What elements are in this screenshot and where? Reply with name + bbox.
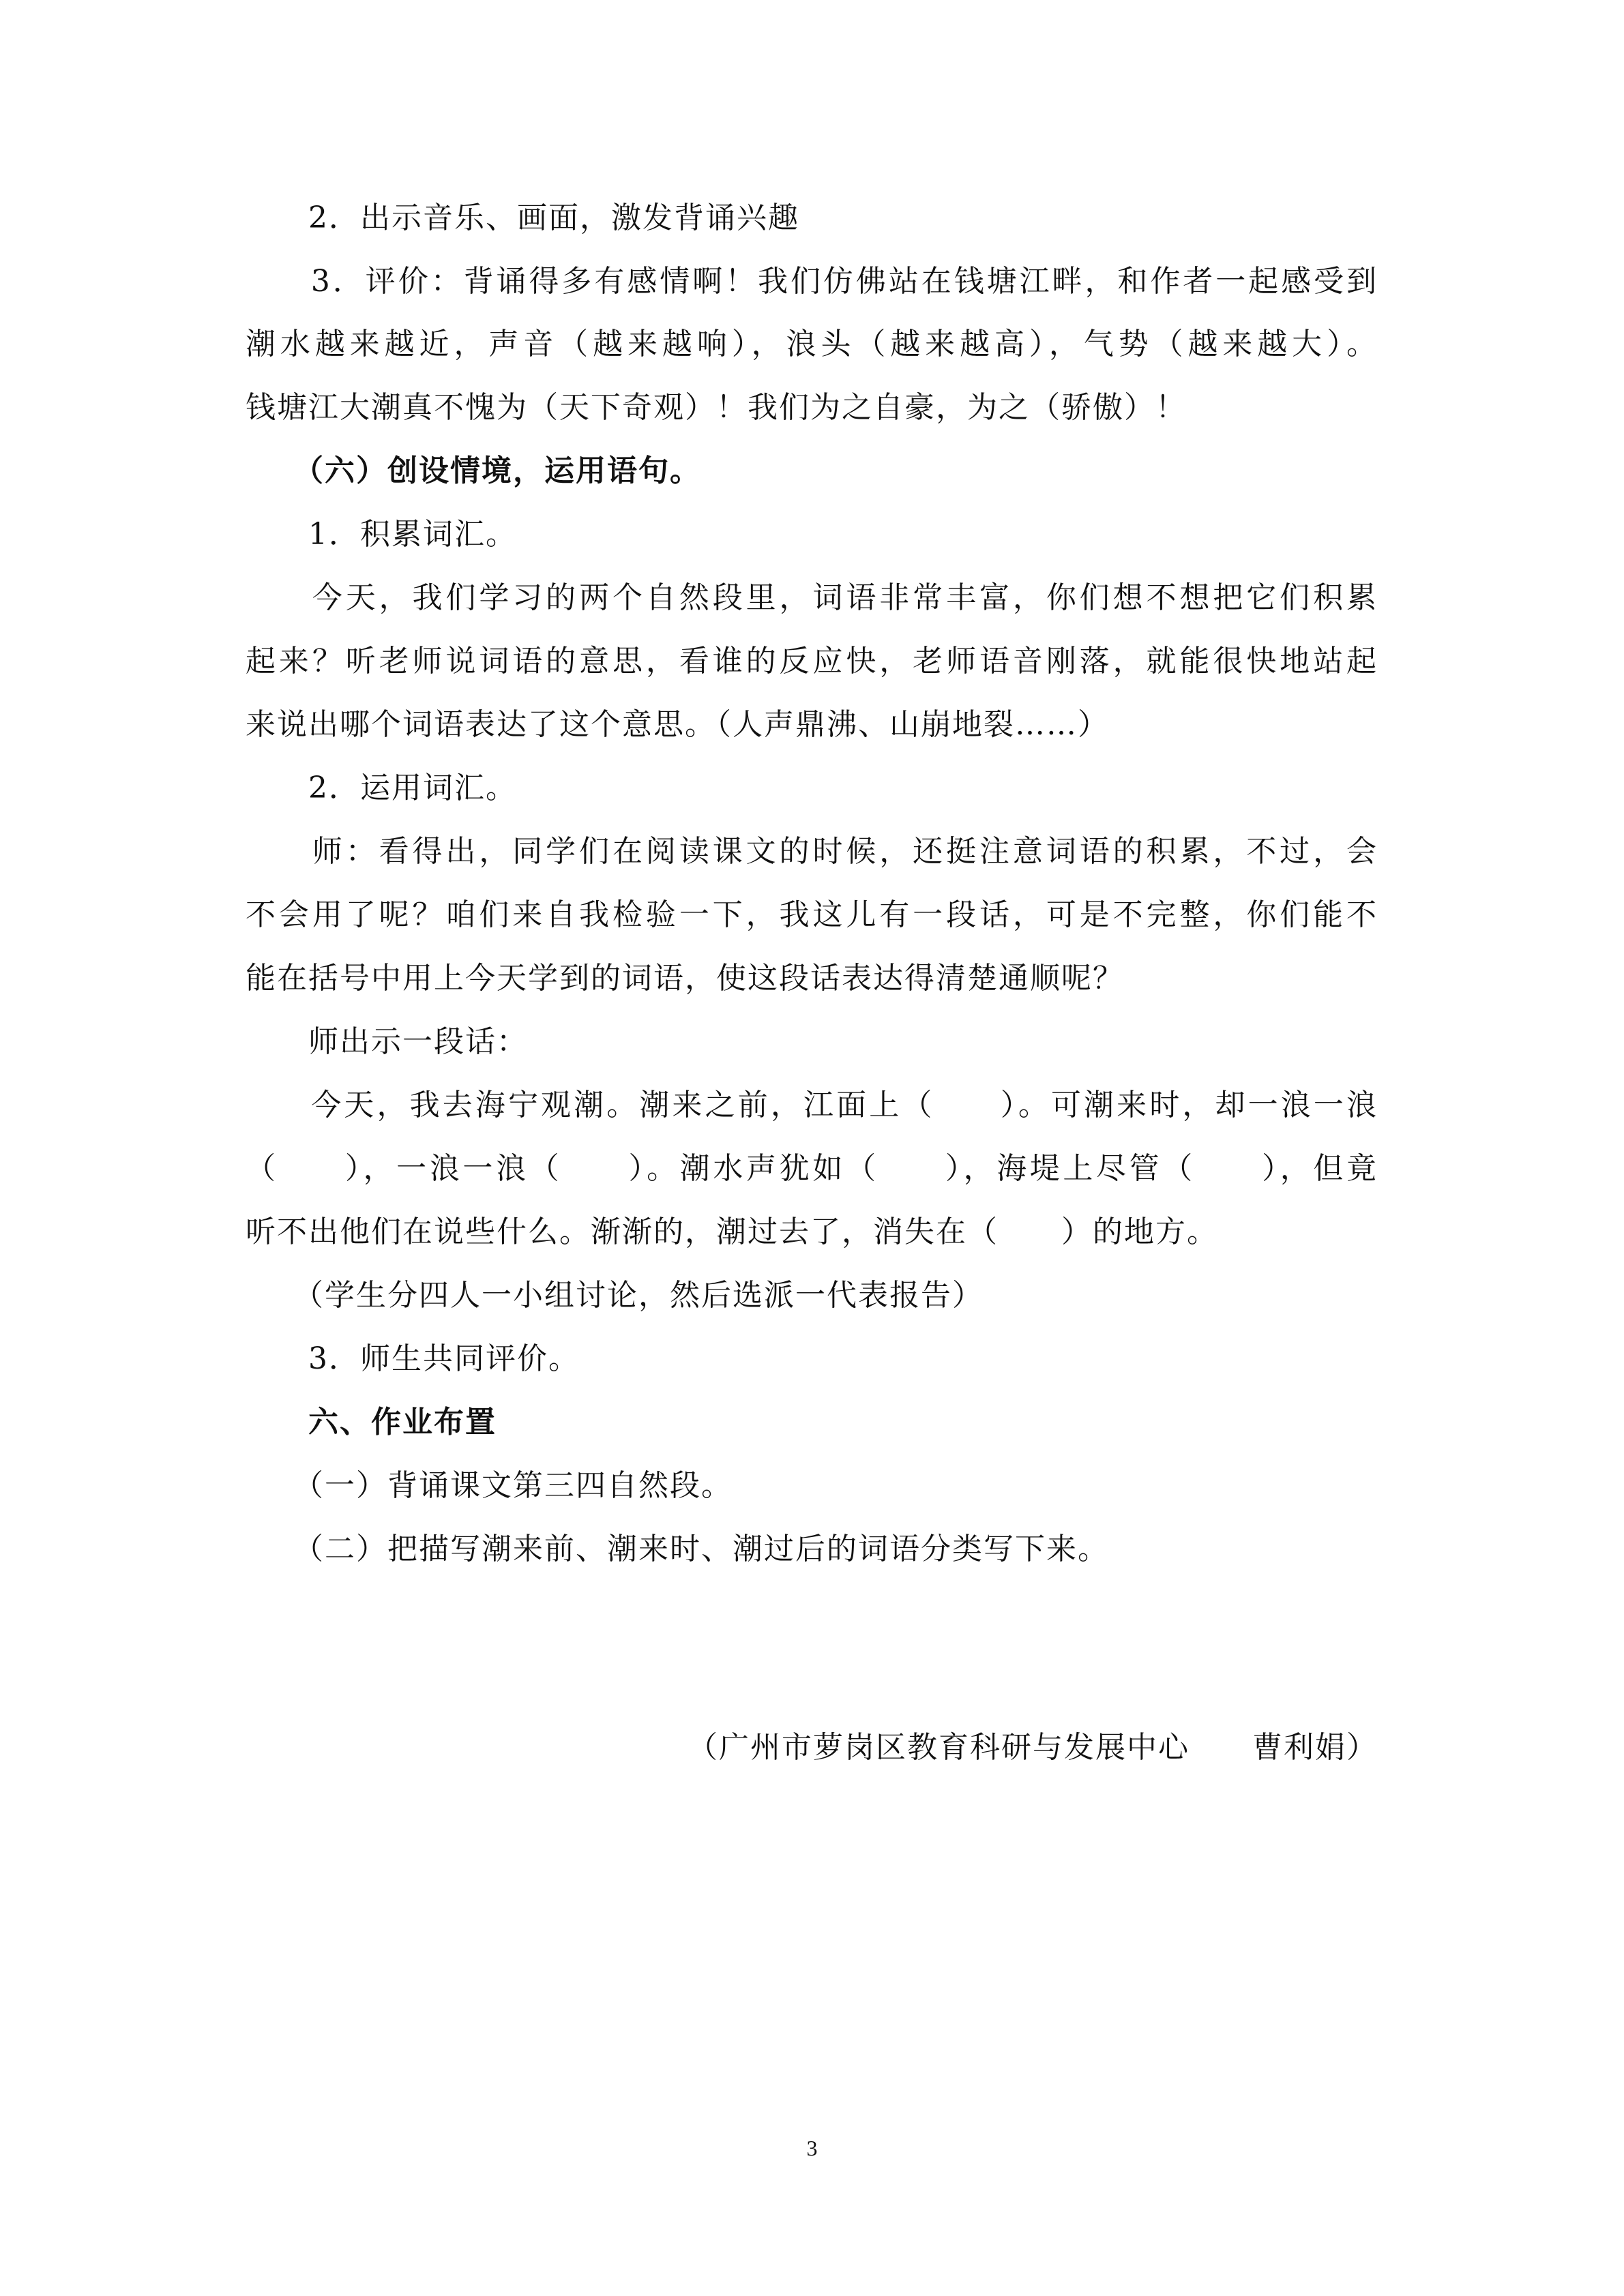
author-signature: （广州市萝岗区教育科研与发展中心 曹利娟）	[688, 1730, 1378, 1765]
text-line: 师：看得出，同学们在阅读课文的时候，还挺注意词语的积累，不过，会	[246, 834, 1378, 869]
text-line: 今天，我去海宁观潮。潮来之前，江面上（ ）。可潮来时，却一浪一浪	[246, 1088, 1378, 1122]
text-line: 1．积累词汇。	[246, 517, 517, 552]
text-line: 2．出示音乐、画面，激发背诵兴趣	[246, 200, 799, 235]
text-line: 起来？听老师说词语的意思，看谁的反应快，老师语音刚落，就能很快地站起	[246, 644, 1378, 679]
text-line: 师出示一段话：	[246, 1024, 528, 1059]
text-line: （一）背诵课文第三四自然段。	[246, 1468, 733, 1503]
text-line: 钱塘江大潮真不愧为（天下奇观）！我们为之自豪，为之（骄傲）！	[246, 390, 1187, 425]
text-line: （ ），一浪一浪（ ）。潮水声犹如（ ），海堤上尽管（ ），但竟	[246, 1151, 1378, 1186]
text-line: 潮水越来越近，声音（越来越响），浪头（越来越高），气势（越来越大）。	[246, 327, 1378, 361]
section-heading: （六）创设情境，运用语句。	[246, 453, 701, 488]
text-line: 3．评价：背诵得多有感情啊！我们仿佛站在钱塘江畔，和作者一起感受到	[246, 264, 1378, 299]
text-line: 听不出他们在说些什么。渐渐的，潮过去了，消失在（ ）的地方。	[246, 1214, 1218, 1249]
text-line: 3．师生共同评价。	[246, 1341, 580, 1376]
text-line: 不会用了呢？咱们来自我检验一下，我这儿有一段话，可是不完整，你们能不	[246, 897, 1378, 932]
page-number: 3	[806, 2136, 818, 2160]
text-line: 来说出哪个词语表达了这个意思。（人声鼎沸、山崩地裂……）	[246, 707, 1109, 742]
text-line: （学生分四人一小组讨论，然后选派一代表报告）	[246, 1278, 984, 1313]
text-line: 今天，我们学习的两个自然段里，词语非常丰富，你们想不想把它们积累	[246, 580, 1378, 615]
section-heading: 六、作业布置	[246, 1405, 497, 1440]
text-line: （二）把描写潮来前、潮来时、潮过后的词语分类写下来。	[246, 1532, 1109, 1566]
text-line: 2．运用词汇。	[246, 771, 517, 805]
text-line: 能在括号中用上今天学到的词语，使这段话表达得清楚通顺呢？	[246, 961, 1124, 996]
